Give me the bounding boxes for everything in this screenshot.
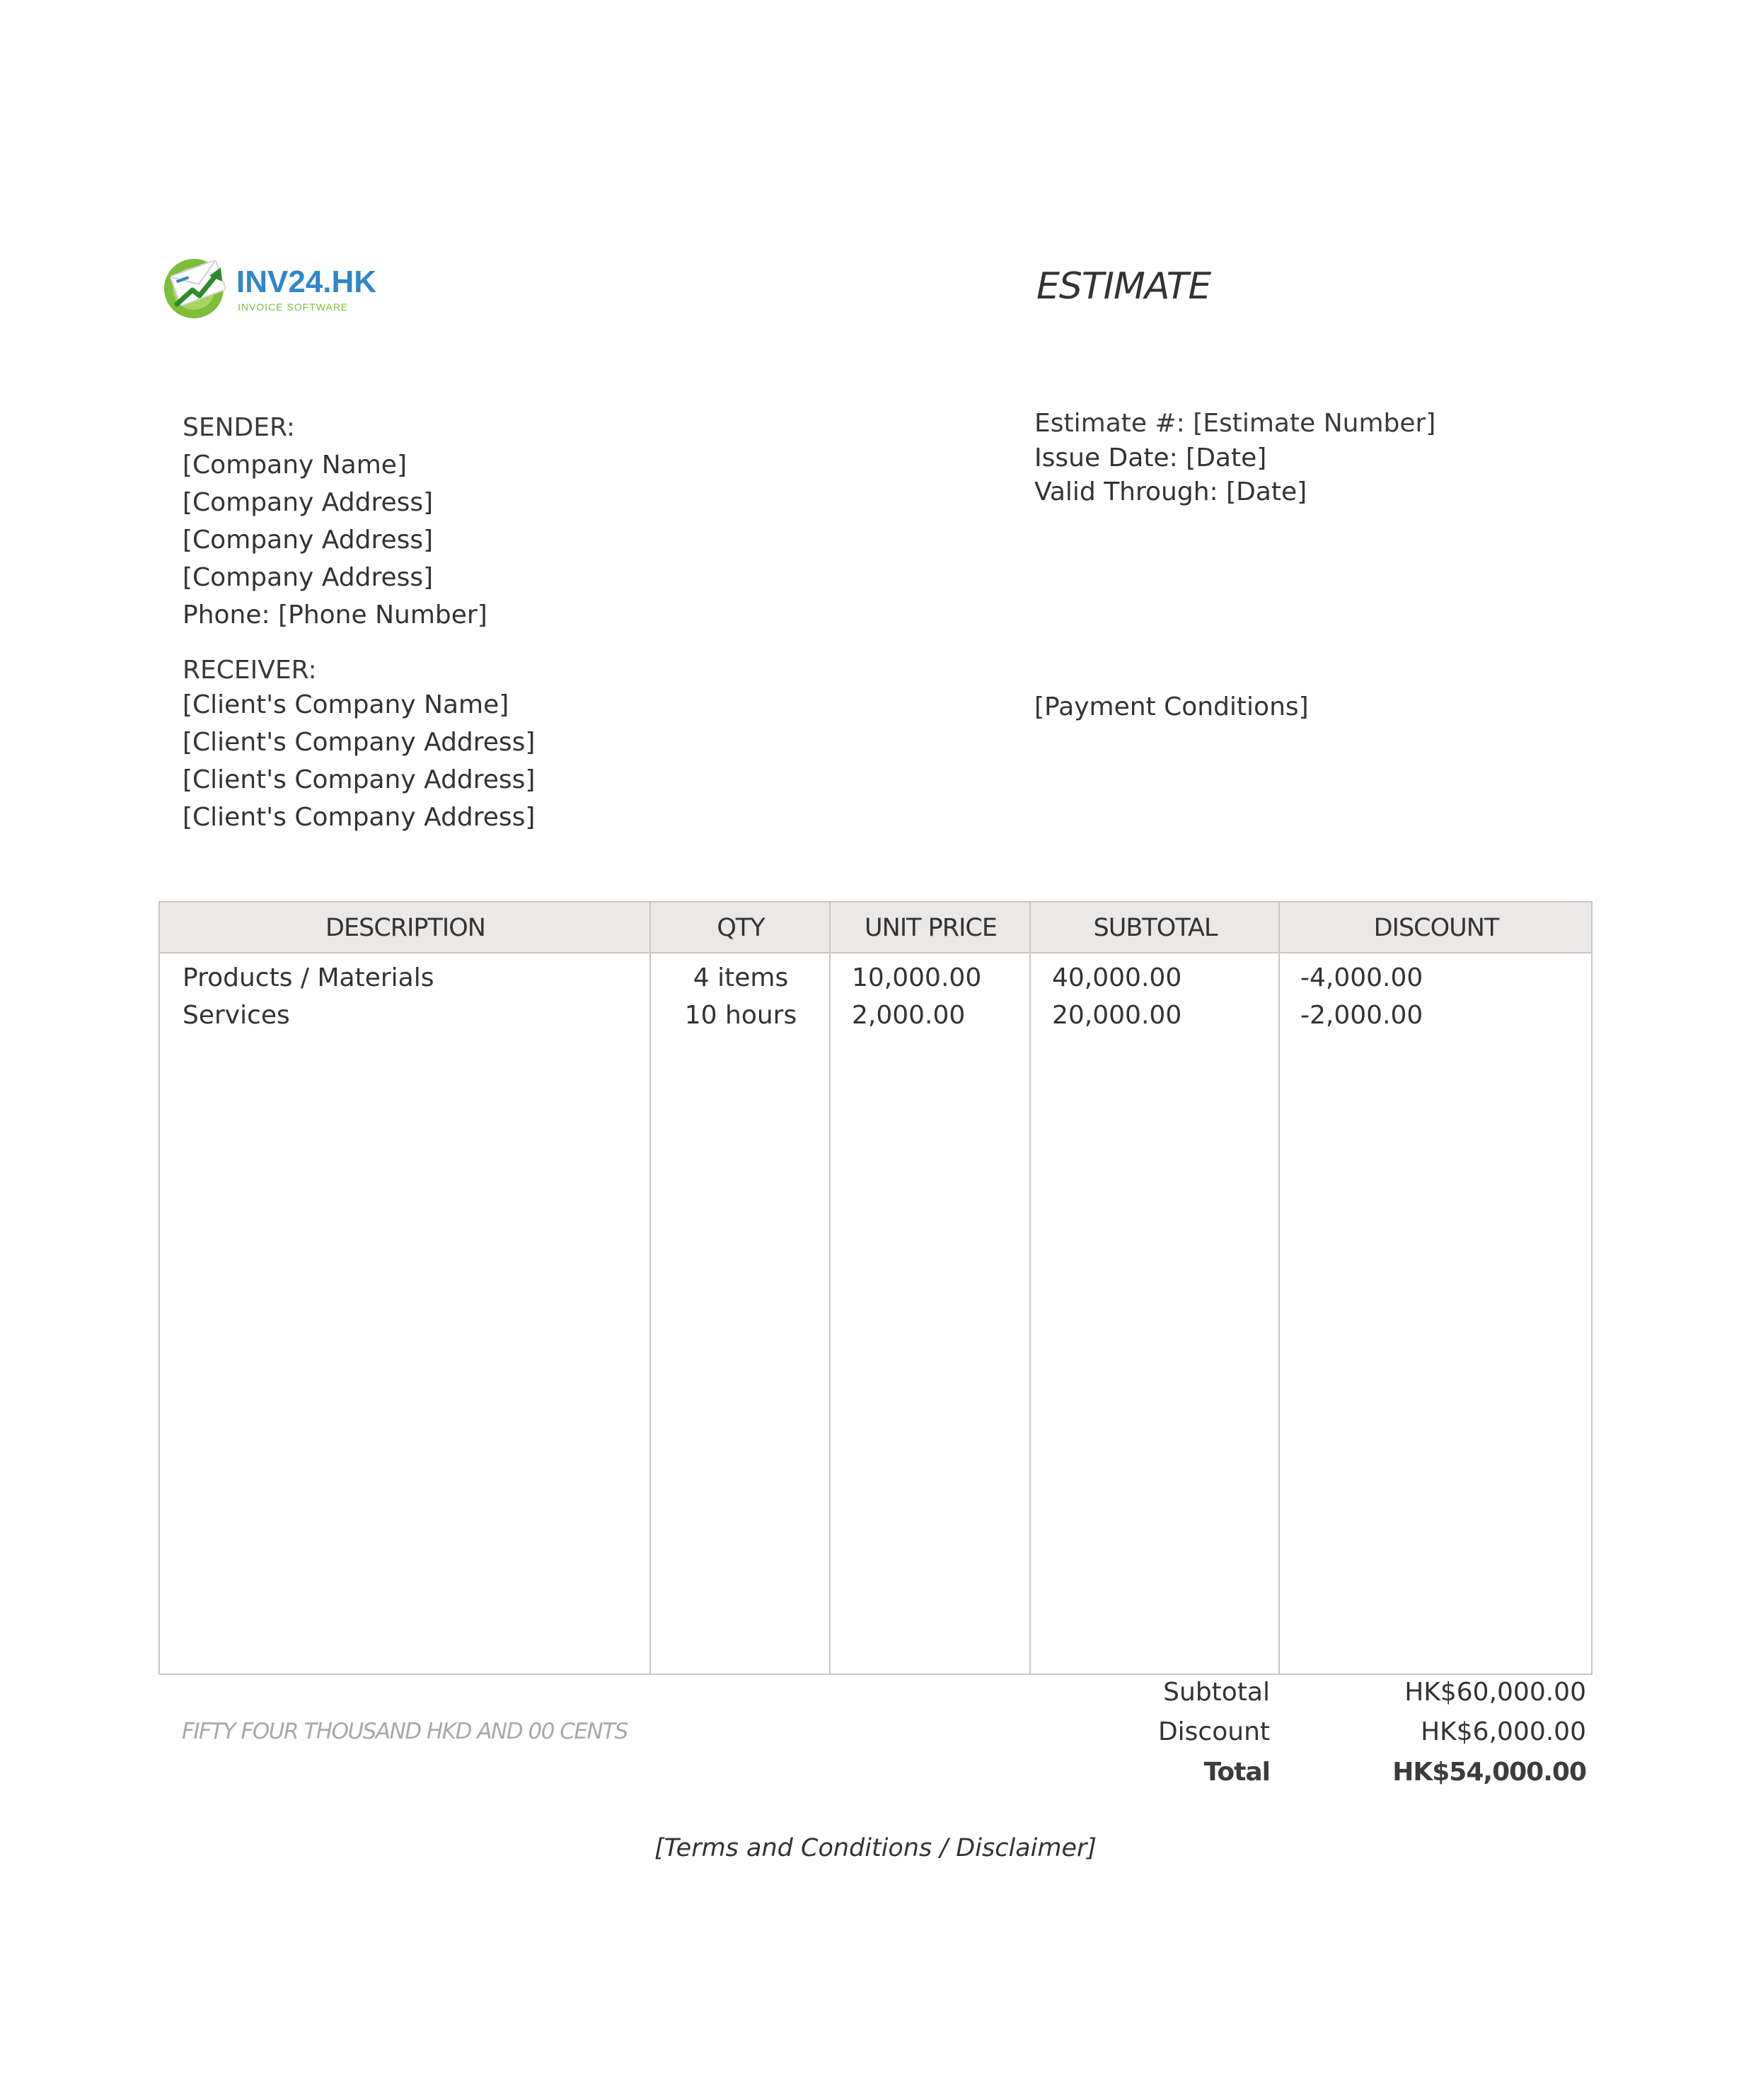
column-header-qty: QTY	[717, 914, 765, 942]
logo-name: INV24.HK	[236, 265, 377, 299]
table-header	[160, 903, 1591, 953]
table-row-qty: 4 items	[693, 963, 789, 992]
table-row-description: Services	[183, 1001, 290, 1030]
document-title: ESTIMATE	[1036, 265, 1211, 308]
receiver-address-line: [Client's Company Address]	[183, 765, 536, 794]
receiver-block	[183, 655, 535, 836]
sender-address-line: [Company Address]	[183, 526, 434, 555]
table-row-unit-price: 10,000.00	[852, 963, 982, 992]
discount-value: HK$6,000.00	[1421, 1717, 1586, 1746]
estimate-number: Estimate #: [Estimate Number]	[1034, 409, 1436, 438]
total-value: HK$54,000.00	[1392, 1758, 1586, 1787]
table-row-subtotal: 20,000.00	[1052, 1001, 1182, 1030]
column-header-description: DESCRIPTION	[325, 914, 485, 942]
table-row-description: Products / Materials	[183, 963, 434, 992]
table-row-qty: 10 hours	[684, 1001, 797, 1030]
company-logo	[161, 252, 377, 323]
line-items-table	[158, 901, 1593, 1675]
sender-heading: SENDER:	[183, 413, 296, 442]
column-header-unit-price: UNIT PRICE	[865, 914, 997, 942]
valid-through-date: Valid Through: [Date]	[1034, 477, 1307, 506]
table-row-unit-price: 2,000.00	[852, 1001, 966, 1030]
total-label: Total	[1203, 1758, 1270, 1787]
receiver-address-line: [Client's Company Address]	[183, 728, 536, 757]
sender-company-name: [Company Name]	[183, 451, 408, 480]
sender-phone: Phone: [Phone Number]	[183, 601, 487, 630]
envelope-arrow-logo-icon	[161, 252, 232, 323]
issue-date: Issue Date: [Date]	[1034, 443, 1267, 472]
subtotal-label: Subtotal	[1163, 1678, 1270, 1707]
terms-and-conditions: [Terms and Conditions / Disclaimer]	[654, 1834, 1097, 1862]
sender-address-line: [Company Address]	[183, 563, 434, 592]
estimate-info-block	[1034, 405, 1435, 509]
column-header-discount: DISCOUNT	[1373, 914, 1499, 942]
sender-address-line: [Company Address]	[183, 488, 434, 517]
receiver-company-name: [Client's Company Name]	[183, 690, 509, 719]
table-row-discount: -2,000.00	[1300, 1001, 1423, 1030]
table-row-discount: -4,000.00	[1300, 963, 1423, 992]
column-divider	[1278, 903, 1280, 1673]
column-divider	[1029, 903, 1031, 1673]
discount-label: Discount	[1157, 1717, 1270, 1746]
logo-tagline: INVOICE SOFTWARE	[238, 301, 349, 313]
column-header-subtotal: SUBTOTAL	[1093, 914, 1218, 942]
subtotal-value: HK$60,000.00	[1404, 1678, 1586, 1707]
receiver-heading: RECEIVER:	[183, 656, 317, 685]
receiver-address-line: [Client's Company Address]	[183, 803, 536, 832]
sender-block	[183, 409, 487, 634]
table-row-subtotal: 40,000.00	[1052, 963, 1182, 992]
payment-conditions: [Payment Conditions]	[1034, 692, 1309, 721]
amount-in-words: FIFTY FOUR THOUSAND HKD AND 00 CENTS	[182, 1719, 628, 1744]
